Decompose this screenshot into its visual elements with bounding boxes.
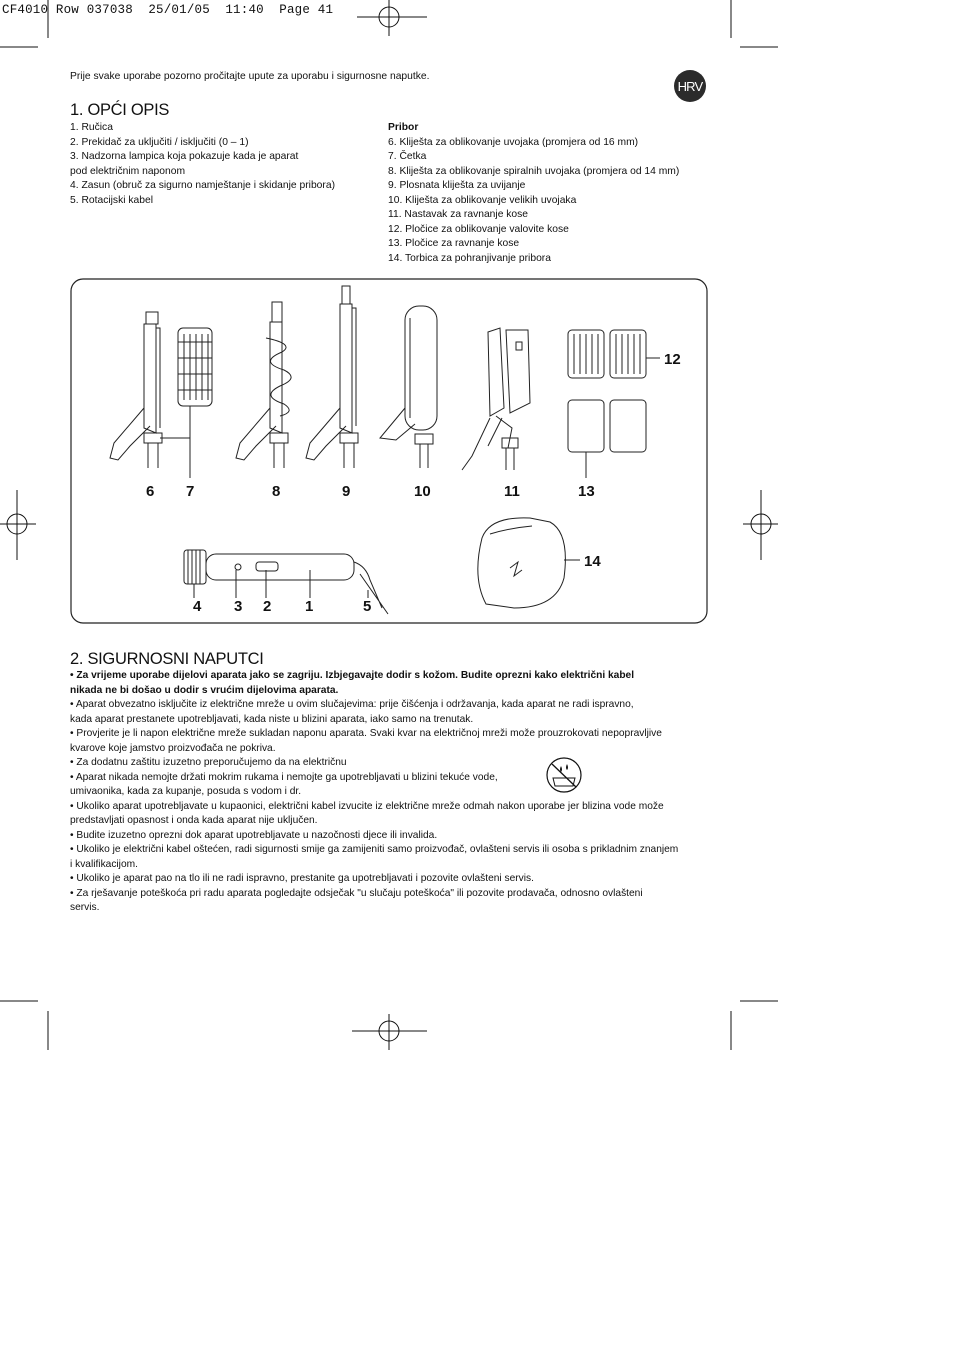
safety-line: kada aparat prestanete upotrebljavati, kada niste u blizini aparata, iako samo na trenutak.	[70, 713, 474, 725]
parts-list	[70, 121, 335, 208]
safety-line: • Ukoliko je aparat pao na tlo ili ne radi ispravno, prestanite ga upotrebljavati i pozovite ovlašteni servis.	[70, 873, 534, 884]
safety-line: • Provjerite je li napon električne mreže sukladan naponu aparata. Svaki kvar na električnoj mreži može prouzrokovati nepopravljive	[70, 728, 662, 739]
parts-item: 4. Zasun (obruč za sigurno namještanje i skidanje pribora)	[70, 180, 335, 191]
spiral-curling-tong-drawing	[236, 302, 291, 468]
straightening-plates-drawing	[568, 400, 646, 478]
accessories-list	[388, 121, 679, 266]
print-slug-line: CF4010 Row 037038 25/01/05 11:40 Page 41	[2, 3, 334, 17]
accessory-item: 12. Pločice za oblikovanje valovite kose	[388, 223, 569, 235]
parts-item: 2. Prekidač za uključiti / isključiti (0 – 1)	[70, 136, 249, 148]
safety-line: • Ukoliko aparat upotrebljavate u kupaonici, električni kabel izvucite iz električne mreže odmah nakon uporabe jer blizina vode može	[70, 800, 664, 812]
figure-label-4: 4	[193, 598, 202, 615]
figure-label-10: 10	[414, 483, 431, 500]
parts-item: 1. Ručica	[70, 122, 113, 133]
brush-drawing	[168, 328, 212, 478]
storage-pouch-drawing	[478, 518, 580, 608]
figure-label-1: 1	[305, 598, 314, 615]
safety-line: i kvalifikacijom.	[70, 858, 138, 870]
accessory-item: 8. Kliješta za oblikovanje spiralnih uvojaka (promjera od 14 mm)	[388, 165, 680, 177]
figure-label-3: 3	[234, 598, 243, 615]
figure-label-13: 13	[578, 483, 595, 500]
safety-line: • Aparat obvezatno isključite iz električne mreže u ovim slučajevima: prije čišćenja i održavanja, kada aparat ne radi ispravno,	[70, 699, 634, 710]
accessory-item: 10. Kliješta za oblikovanje velikih uvojaka	[388, 194, 577, 206]
accessory-item: 9. Plosnata kliješta za uvijanje	[388, 180, 526, 191]
safety-line: servis.	[70, 902, 100, 913]
figure-label-8: 8	[272, 483, 281, 500]
safety-line: kvarove koje jamstvo proizvođača ne pokriva.	[70, 742, 276, 754]
safety-line: • Aparat nikada nemojte držati mokrim rukama i nemojte ga upotrebljavati u blizini tekuće vode,	[70, 771, 498, 783]
accessory-item: 6. Kliješta za oblikovanje uvojaka (promjera od 16 mm)	[388, 136, 639, 148]
safety-line: • Ukoliko je električni kabel oštećen, radi sigurnosti smije ga zamijeniti samo proizvođač, ovlašteni servis ili osoba s prikladnim znanjem	[70, 844, 679, 855]
curling-tong-16mm-drawing	[110, 312, 168, 468]
parts-item: 5. Rotacijski kabel	[70, 194, 153, 206]
product-illustration	[70, 278, 710, 626]
safety-line: nikada ne bi došao u dodir s vrućim dijelovima aparata.	[70, 684, 339, 696]
safety-line: • Za rješavanje poteškoća pri radu aparata pogledajte odsječak "u slučaju poteškoća" ili pozovite prodavača, odnosno ovlašteni	[70, 887, 643, 899]
language-badge: HRV	[674, 70, 706, 102]
accessory-item: 7. Četka	[388, 151, 427, 162]
accessories-heading: Pribor	[388, 122, 419, 133]
section-2-title: 2. SIGURNOSNI NAPUTCI	[70, 650, 264, 668]
safety-line: • Za dodatnu zaštitu izuzetno preporučujemo da na električnu	[70, 757, 347, 768]
safety-line: umivaonika, kada za kupanje, posuda s vodom i dr.	[70, 786, 302, 797]
straightener-attachment-drawing	[462, 328, 530, 470]
figure-label-2: 2	[263, 598, 272, 615]
safety-line: • Budite izuzetno oprezni dok aparat upotrebljavate u nazočnosti djece ili invalida.	[70, 829, 438, 841]
large-curl-tong-drawing	[380, 306, 437, 468]
flat-curling-tong-drawing	[306, 286, 358, 468]
figure-label-6: 6	[146, 483, 155, 500]
no-water-warning-icon	[543, 756, 585, 794]
figure-label-9: 9	[342, 483, 351, 500]
styler-handle-drawing	[184, 550, 388, 614]
figure-label-11: 11	[504, 483, 520, 500]
figure-label-7: 7	[186, 483, 195, 500]
intro-note: Prije svake uporabe pozorno pročitajte upute za uporabu i sigurnosne naputke.	[70, 71, 430, 82]
safety-line: predstavljati opasnost i onda kada aparat nije uključen.	[70, 815, 318, 826]
accessory-item: 11. Nastavak za ravnanje kose	[388, 209, 529, 220]
accessory-item: 14. Torbica za pohranjivanje pribora	[388, 252, 551, 264]
section-1-title: 1. OPĆI OPIS	[70, 101, 170, 119]
safety-instructions	[70, 669, 720, 916]
figure-label-12: 12	[664, 351, 681, 368]
safety-line: • Za vrijeme uporabe dijelovi aparata jako se zagriju. Izbjegavajte dodir s kožom. Budite oprezni kako električni kabel	[70, 670, 635, 681]
figure-label-14: 14	[584, 553, 601, 570]
parts-item: 3. Nadzorna lampica koja pokazuje kada je aparat	[70, 151, 299, 162]
crimper-plates-drawing	[568, 330, 660, 378]
parts-item: pod električnim naponom	[70, 165, 186, 177]
accessory-item: 13. Pločice za ravnanje kose	[388, 238, 520, 249]
figure-label-5: 5	[363, 598, 372, 615]
